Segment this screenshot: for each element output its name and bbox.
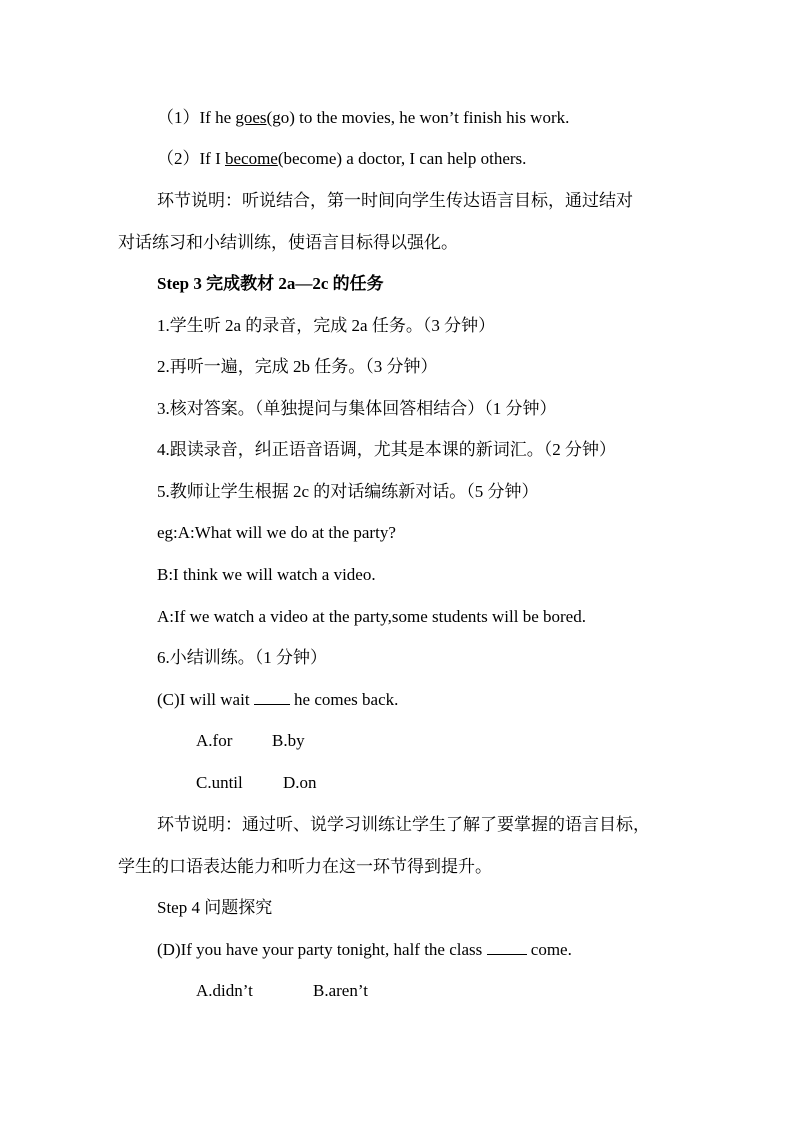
section-note-2: 环节说明：通过听、说学习训练让学生了解了要掌握的语言目标， [157, 815, 650, 834]
dialogue-line-3: A:If we watch a video at the party,some students will be bored. [157, 607, 586, 626]
example-sentence-2 [157, 148, 526, 170]
options-row-2 [196, 772, 317, 794]
question-text: he comes back. [289, 690, 399, 709]
task-item-1: 1.学生听 2a 的录音，完成 2a 任务。（3 分钟） [157, 316, 496, 335]
task-item-6: 6.小结训练。（1 分钟） [157, 648, 327, 667]
option-a: A.for [196, 731, 233, 750]
question-text: come. [526, 940, 572, 959]
section-note-1: 环节说明：听说结合，第一时间向学生传达语言目标，通过结对 [157, 191, 633, 210]
question-c [157, 689, 398, 711]
question-d [157, 939, 572, 961]
step-3-heading: Step 3 完成教材 2a—2c 的任务 [157, 274, 384, 293]
section-note-1-cont: 对话练习和小结训练，使语言目标得以强化。 [118, 233, 458, 252]
option-b: B.aren’t [313, 981, 368, 1000]
section-note-2-cont: 学生的口语表达能力和听力在这一环节得到提升。 [118, 857, 492, 876]
answer-blank [487, 940, 527, 955]
underlined-answer: goes [235, 108, 267, 127]
dialogue-line-1: eg:A:What will we do at the party? [157, 523, 396, 542]
task-item-4: 4.跟读录音，纠正语音语调，尤其是本课的新词汇。（2 分钟） [157, 440, 616, 459]
example-sentence-1 [157, 107, 569, 129]
sentence-text: （1）If he [157, 108, 236, 127]
step-4-heading: Step 4 问题探究 [157, 898, 273, 917]
options-row-1 [196, 730, 305, 752]
question-text: (D)If you have your party tonight, half the class [157, 940, 487, 959]
sentence-text: （2）If I [157, 149, 225, 168]
task-item-5: 5.教师让学生根据 2c 的对话编练新对话。（5 分钟） [157, 482, 539, 501]
option-a: A.didn’t [196, 981, 253, 1000]
option-d: D.on [283, 773, 317, 792]
underlined-answer: become [224, 149, 278, 168]
sentence-text: (become) a doctor, I can help others. [277, 149, 527, 168]
task-item-2: 2.再听一遍，完成 2b 任务。（3 分钟） [157, 357, 438, 376]
option-b: B.by [272, 731, 305, 750]
dialogue-line-2: B:I think we will watch a video. [157, 565, 376, 584]
answer-blank [254, 690, 290, 705]
sentence-text: (go) to the movies, he won’t finish his work. [266, 108, 570, 127]
question-text: (C)I will wait [157, 690, 254, 709]
options-row-3 [196, 980, 368, 1002]
option-c: C.until [196, 773, 243, 792]
task-item-3: 3.核对答案。（单独提问与集体回答相结合）（1 分钟） [157, 399, 557, 418]
